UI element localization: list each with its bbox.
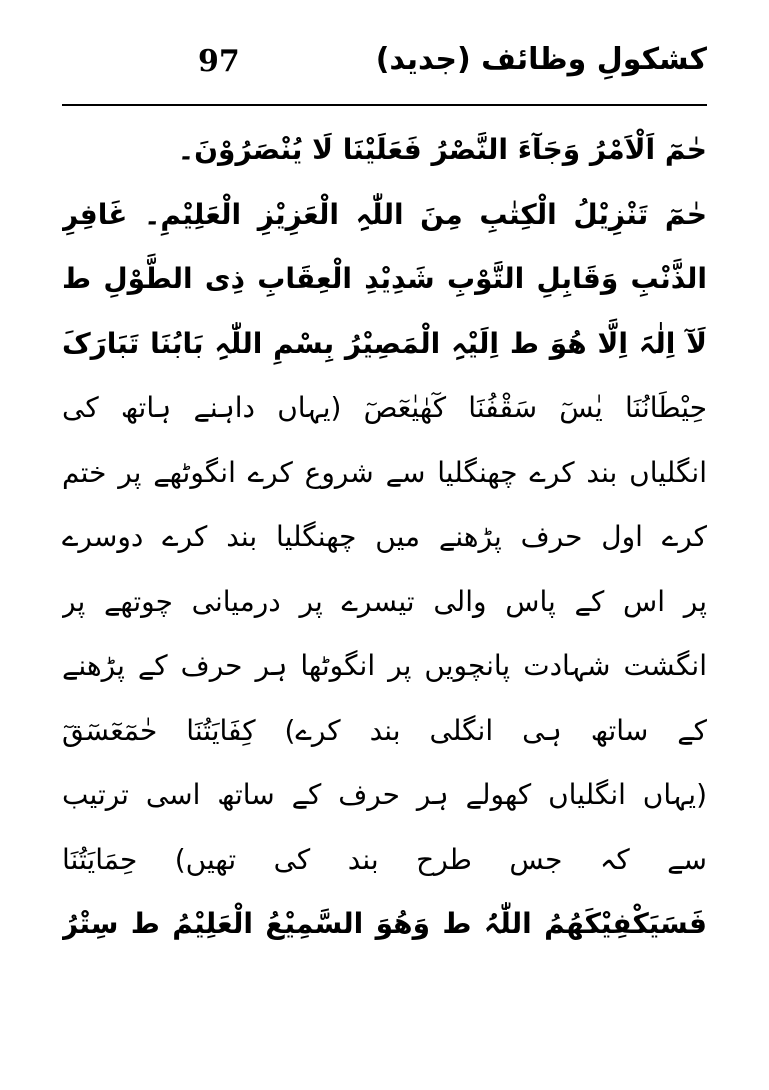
text-line: فَسَیَکْفِیْکَھُمُ اللّٰہُ ط وَھُوَ السَّمِیْعُ الْعَلِیْمُ ط سِتْرُ xyxy=(62,907,707,940)
text-line: کرے اول حرف پڑھنے میں چھنگلیا بند کرے دوسرے xyxy=(62,520,707,553)
text-line: سے کہ جس طرح بند کی تھیں) حِمَایَتُنَا xyxy=(62,842,707,876)
text-line: حٰمٓ تَنْزِیْلُ الْکِتٰبِ مِنَ اللّٰہِ الْعَزِیْزِ الْعَلِیْمِ۔ غَافِرِ xyxy=(62,197,707,231)
header-divider xyxy=(62,104,707,106)
body-text xyxy=(62,118,707,957)
text-line: کے ساتھ ہی انگلی بند کرے) کِفَایَتُنَا حٰمٓعٓسٓقٓ xyxy=(62,713,707,747)
text-line: (یہاں انگلیاں کھولے ہر حرف کے ساتھ اسی ترتیب xyxy=(62,778,707,811)
page-header xyxy=(62,30,707,102)
text-line: انگشت شہادت پانچویں پر انگوٹھا ہر حرف کے پڑھنے xyxy=(62,649,707,682)
page-number: 97 xyxy=(198,44,240,79)
text-line: لَآ اِلٰہَ اِلَّا ھُوَ ط اِلَیْہِ الْمَصِیْرُ بِسْمِ اللّٰہِ بَابُنَا تَبَارَکَ xyxy=(62,326,707,360)
text-line: انگلیاں بند کرے چھنگلیا سے شروع کرے انگوٹھے پر ختم xyxy=(62,455,707,489)
text-line: حِیْطَانُنَا یٰسٓ سَقْفُنَا کٓھٰیٰعٓصٓ (یہاں داہنے ہاتھ کی xyxy=(62,391,707,424)
text-line: الذَّنْبِ وَقَابِلِ التَّوْبِ شَدِیْدِ الْعِقَابِ ذِی الطَّوْلِ ط xyxy=(62,262,707,295)
text-line: پر اس کے پاس والی تیسرے پر درمیانی چوتھے پر xyxy=(62,584,707,618)
book-title: کشکولِ وظائف (جدید) xyxy=(375,42,707,77)
text-line: حٰمٓ اَلْاَمْرُ وَجَآءَ النَّصْرُ فَعَلَیْنَا لَا یُنْصَرُوْنَ۔ xyxy=(177,133,707,166)
